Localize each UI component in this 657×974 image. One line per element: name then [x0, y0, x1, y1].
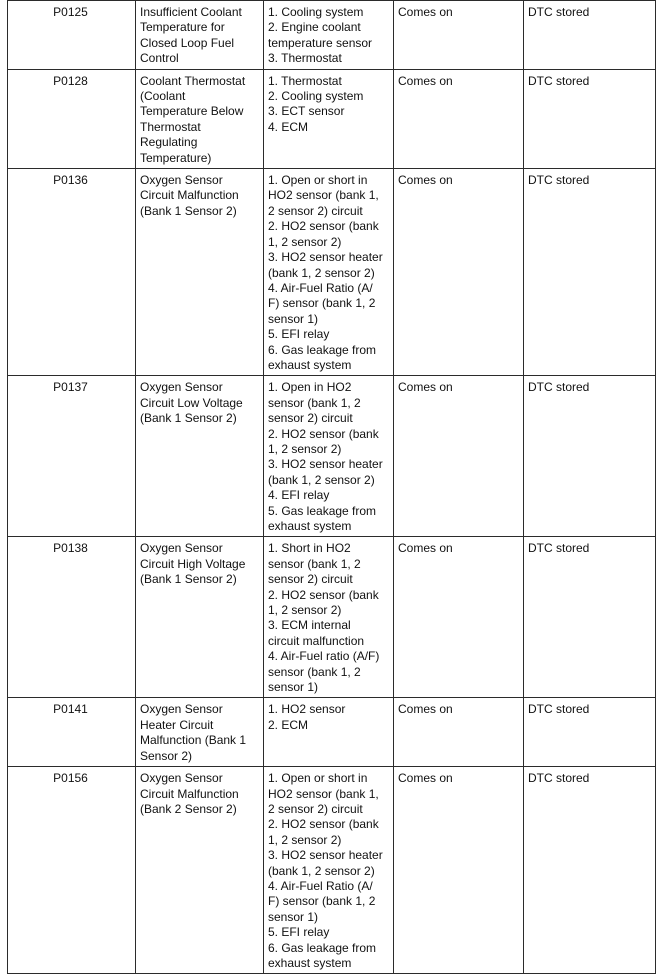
trouble-area-line: 6. Gas leakage from — [268, 940, 377, 955]
trouble-area-line: 3. ECT sensor — [268, 104, 345, 119]
detection-item-line: Regulating — [140, 135, 198, 150]
trouble-area-line: F) sensor (bank 1, 2 — [268, 894, 376, 909]
detection-item-line: (Bank 1 Sensor 2) — [140, 203, 237, 218]
detection-item-cell — [136, 537, 264, 698]
table-row — [8, 767, 656, 974]
detection-item-cell — [136, 767, 264, 974]
detection-item-line: Circuit Low Voltage — [140, 395, 243, 410]
trouble-area-line: 5. EFI relay — [268, 327, 330, 342]
mil-cell: Comes on — [394, 537, 524, 698]
detection-item-line: Oxygen Sensor — [140, 771, 223, 786]
trouble-area-line: 3. Thermostat — [268, 51, 342, 66]
trouble-area-line: sensor 2) circuit — [268, 572, 353, 587]
trouble-area-cell — [264, 1, 394, 70]
trouble-area-line: 1. Thermostat — [268, 73, 342, 88]
dtc-code-cell: P0125 — [8, 1, 136, 70]
trouble-area-line: 2. HO2 sensor (bank — [268, 817, 379, 832]
trouble-area-cell — [264, 69, 394, 168]
trouble-area-line: F) sensor (bank 1, 2 — [268, 296, 376, 311]
detection-item-cell — [136, 698, 264, 767]
detection-item-line: Sensor 2) — [140, 748, 193, 763]
mil-cell: Comes on — [394, 767, 524, 974]
trouble-area-line: sensor 1) — [268, 311, 319, 326]
trouble-area-line: (bank 1, 2 sensor 2) — [268, 265, 375, 280]
trouble-area-line: circuit malfunction — [268, 633, 365, 648]
memory-cell: DTC stored — [524, 537, 656, 698]
detection-item-line: Circuit Malfunction — [140, 786, 239, 801]
trouble-area-line: 2. ECM — [268, 717, 309, 732]
trouble-area-line: 1, 2 sensor 2) — [268, 441, 342, 456]
trouble-area-line: 4. EFI relay — [268, 488, 330, 503]
trouble-area-line: HO2 sensor (bank 1, — [268, 188, 379, 203]
trouble-area-cell — [264, 169, 394, 376]
table-row — [8, 169, 656, 376]
trouble-area-line: 4. Air-Fuel ratio (A/F) — [268, 649, 380, 664]
detection-item-line: (Bank 2 Sensor 2) — [140, 801, 237, 816]
trouble-area-cell — [264, 698, 394, 767]
dtc-code-cell: P0137 — [8, 376, 136, 537]
detection-item-cell — [136, 376, 264, 537]
table-row — [8, 698, 656, 767]
detection-item-line: (Bank 1 Sensor 2) — [140, 411, 237, 426]
detection-item-line: Circuit High Voltage — [140, 556, 246, 571]
detection-item-cell — [136, 69, 264, 168]
trouble-area-line: 2 sensor 2) circuit — [268, 203, 363, 218]
detection-item-cell — [136, 1, 264, 70]
mil-cell: Comes on — [394, 169, 524, 376]
trouble-area-line: 5. EFI relay — [268, 925, 330, 940]
trouble-area-line: 5. Gas leakage from — [268, 503, 377, 518]
dtc-code-cell: P0156 — [8, 767, 136, 974]
trouble-area-line: 4. Air-Fuel Ratio (A/ — [268, 878, 373, 893]
trouble-area-line: (bank 1, 2 sensor 2) — [268, 863, 375, 878]
trouble-area-line: 2. HO2 sensor (bank — [268, 219, 379, 234]
detection-item-line: Control — [140, 51, 179, 66]
memory-cell: DTC stored — [524, 698, 656, 767]
trouble-area-line: 1, 2 sensor 2) — [268, 234, 342, 249]
trouble-area-line: exhaust system — [268, 955, 352, 970]
memory-cell: DTC stored — [524, 1, 656, 70]
detection-item-line: Temperature for — [140, 20, 225, 35]
trouble-area-line: 4. Air-Fuel Ratio (A/ — [268, 280, 373, 295]
trouble-area-line: (bank 1, 2 sensor 2) — [268, 472, 375, 487]
dtc-code-cell: P0141 — [8, 698, 136, 767]
trouble-area-line: 1. HO2 sensor — [268, 702, 346, 717]
trouble-area-line: temperature sensor — [268, 35, 373, 50]
trouble-area-line: 6. Gas leakage from — [268, 342, 377, 357]
detection-item-line: Oxygen Sensor — [140, 173, 223, 188]
memory-cell: DTC stored — [524, 69, 656, 168]
detection-item-line: Insufficient Coolant — [140, 5, 242, 19]
detection-item-line: Oxygen Sensor — [140, 380, 223, 395]
detection-item-line: Heater Circuit — [140, 717, 214, 732]
trouble-area-line: 2. HO2 sensor (bank — [268, 426, 379, 441]
trouble-area-cell — [264, 537, 394, 698]
detection-item-line: Malfunction (Bank 1 — [140, 733, 247, 748]
dtc-table — [7, 0, 656, 974]
trouble-area-line: 2. Engine coolant — [268, 20, 361, 35]
table-row — [8, 1, 656, 70]
trouble-area-line: 1. Short in HO2 — [268, 541, 351, 556]
trouble-area-line: exhaust system — [268, 519, 352, 533]
trouble-area-line: 1, 2 sensor 2) — [268, 603, 342, 618]
trouble-area-line: 1. Open or short in — [268, 173, 368, 188]
trouble-area-line: 1, 2 sensor 2) — [268, 832, 342, 847]
detection-item-line: (Bank 1 Sensor 2) — [140, 572, 237, 587]
trouble-area-line: 1. Open in HO2 — [268, 380, 352, 395]
trouble-area-line: sensor (bank 1, 2 — [268, 556, 361, 571]
trouble-area-cell — [264, 376, 394, 537]
detection-item-line: Temperature) — [140, 150, 212, 165]
trouble-area-line: HO2 sensor (bank 1, — [268, 786, 379, 801]
trouble-area-line: 3. HO2 sensor heater — [268, 848, 383, 863]
memory-cell: DTC stored — [524, 376, 656, 537]
detection-item-line: (Coolant — [140, 89, 186, 104]
trouble-area-line: 3. ECM internal — [268, 618, 351, 633]
trouble-area-line: 2. Cooling system — [268, 89, 364, 104]
trouble-area-line: exhaust system — [268, 357, 352, 372]
trouble-area-line: sensor 1) — [268, 909, 319, 924]
trouble-area-line: sensor 2) circuit — [268, 411, 353, 426]
mil-cell: Comes on — [394, 1, 524, 70]
detection-item-line: Temperature Below — [140, 104, 244, 119]
trouble-area-line: 4. ECM — [268, 119, 309, 134]
trouble-area-line: 1. Open or short in — [268, 771, 368, 786]
dtc-table-body — [8, 1, 656, 974]
detection-item-line: Oxygen Sensor — [140, 702, 223, 717]
detection-item-line: Circuit Malfunction — [140, 188, 239, 203]
trouble-area-line: sensor (bank 1, 2 — [268, 664, 361, 679]
trouble-area-line: 2. HO2 sensor (bank — [268, 587, 379, 602]
mil-cell: Comes on — [394, 69, 524, 168]
mil-cell: Comes on — [394, 376, 524, 537]
table-row — [8, 69, 656, 168]
memory-cell: DTC stored — [524, 169, 656, 376]
detection-item-line: Closed Loop Fuel — [140, 35, 235, 50]
detection-item-line: Oxygen Sensor — [140, 541, 223, 556]
detection-item-line: Coolant Thermostat — [140, 73, 246, 88]
table-row — [8, 376, 656, 537]
dtc-code-cell: P0136 — [8, 169, 136, 376]
trouble-area-line: sensor (bank 1, 2 — [268, 395, 361, 410]
trouble-area-line: 3. HO2 sensor heater — [268, 250, 383, 265]
trouble-area-line: 1. Cooling system — [268, 5, 364, 19]
memory-cell: DTC stored — [524, 767, 656, 974]
dtc-code-cell: P0138 — [8, 537, 136, 698]
detection-item-cell — [136, 169, 264, 376]
detection-item-line: Thermostat — [140, 119, 201, 134]
trouble-area-line: 2 sensor 2) circuit — [268, 801, 363, 816]
mil-cell: Comes on — [394, 698, 524, 767]
dtc-code-cell: P0128 — [8, 69, 136, 168]
trouble-area-line: sensor 1) — [268, 680, 319, 695]
table-row — [8, 537, 656, 698]
trouble-area-line: 3. HO2 sensor heater — [268, 457, 383, 472]
trouble-area-cell — [264, 767, 394, 974]
